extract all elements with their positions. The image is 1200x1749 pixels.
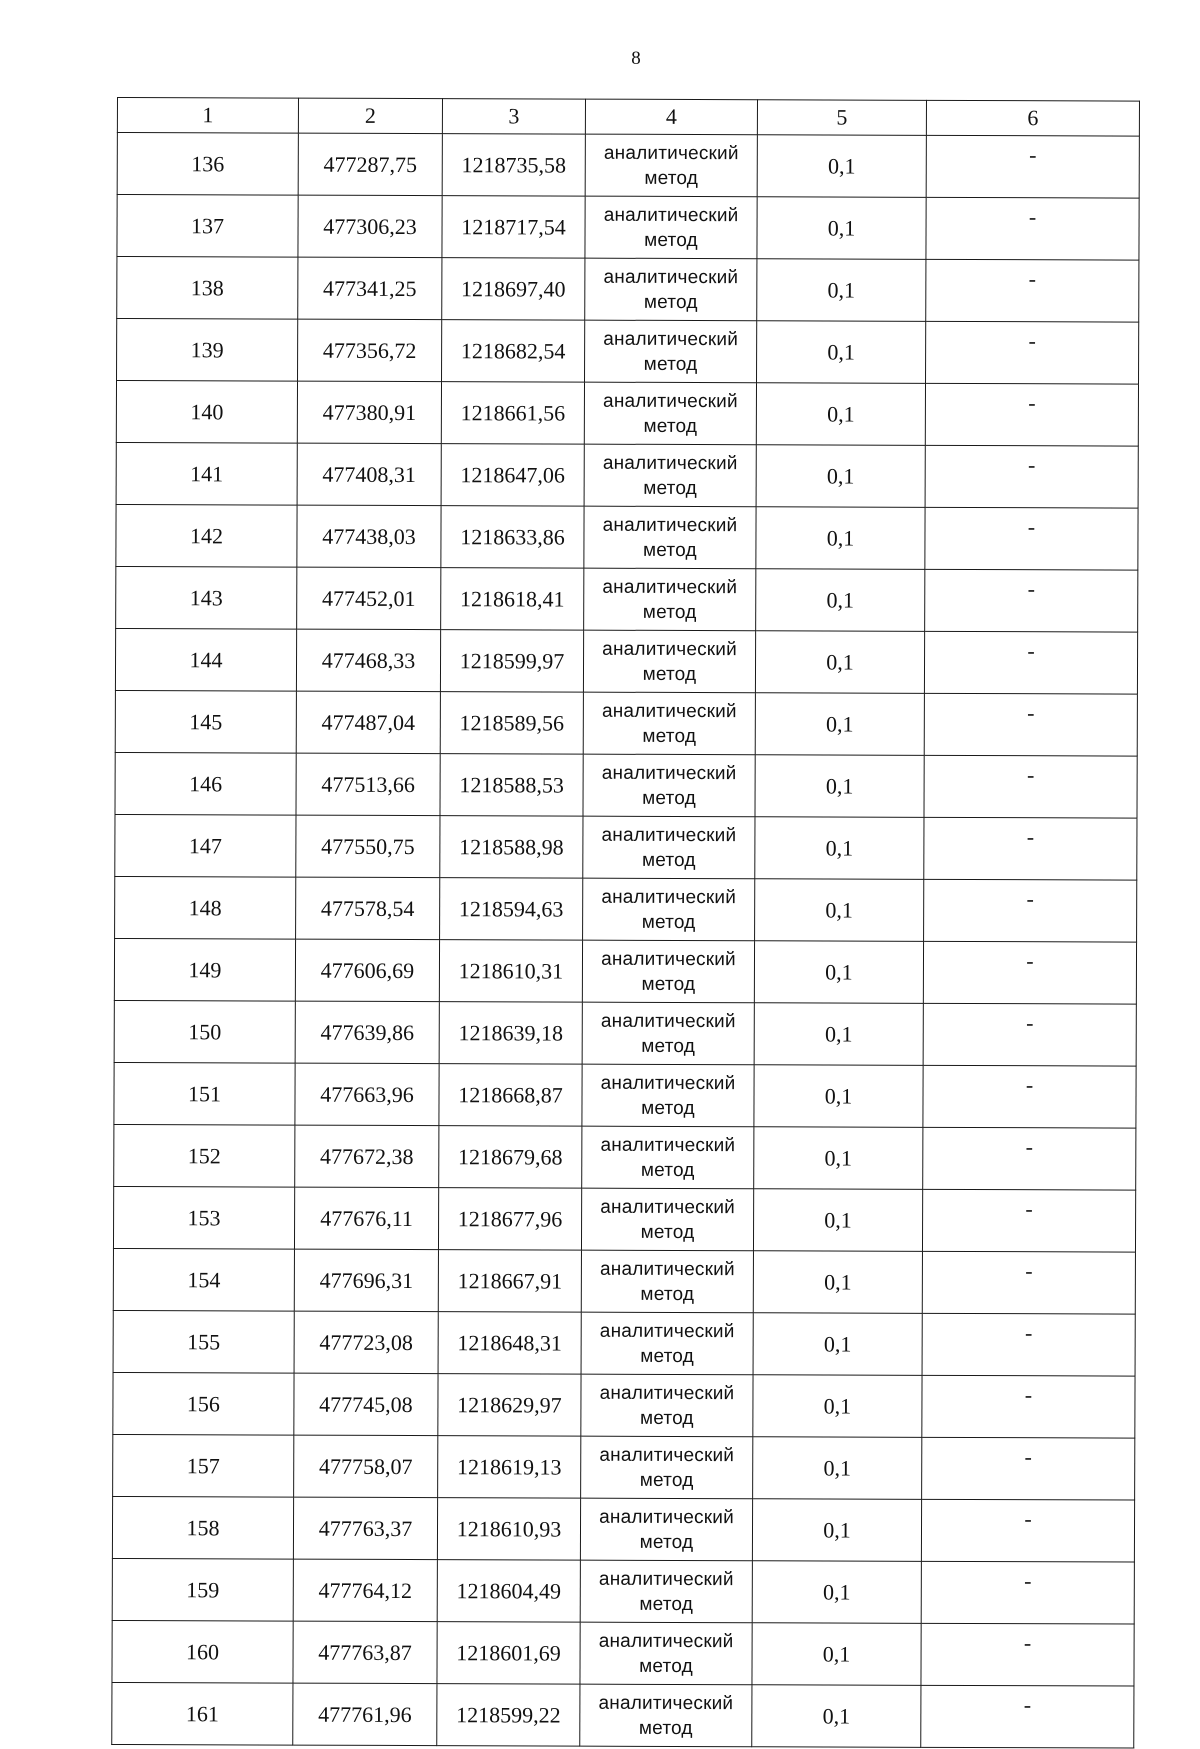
accuracy-cell: 0,1 [757, 135, 926, 198]
y-coordinate-cell: 1218599,97 [440, 630, 583, 692]
column-header-5: 5 [757, 100, 926, 136]
table-row [113, 1434, 1135, 1500]
accuracy-cell: 0,1 [754, 1127, 923, 1190]
y-coordinate-cell: 1218647,06 [441, 444, 584, 506]
method-cell: аналитический метод [581, 1250, 753, 1313]
method-cell: аналитический метод [583, 816, 755, 879]
method-cell: аналитический метод [584, 382, 756, 445]
accuracy-cell: 0,1 [756, 569, 925, 632]
x-coordinate-cell: 477763,37 [293, 1497, 437, 1560]
method-cell: аналитический метод [583, 630, 755, 693]
table-row [112, 1496, 1134, 1562]
accuracy-cell: 0,1 [757, 197, 926, 260]
note-cell: - [926, 321, 1139, 384]
y-coordinate-cell: 1218601,69 [437, 1622, 580, 1684]
accuracy-cell: 0,1 [755, 817, 924, 880]
x-coordinate-cell: 477672,38 [295, 1125, 439, 1188]
x-coordinate-cell: 477550,75 [296, 815, 440, 878]
table-row [113, 1186, 1135, 1252]
point-number-cell: 140 [116, 381, 297, 444]
method-cell: аналитический метод [581, 1188, 753, 1251]
method-cell: аналитический метод [582, 940, 754, 1003]
y-coordinate-cell: 1218648,31 [438, 1312, 581, 1374]
table-row [117, 319, 1139, 385]
table-row [114, 938, 1136, 1004]
table-row [116, 442, 1138, 508]
accuracy-cell: 0,1 [755, 755, 924, 818]
note-cell: - [925, 569, 1138, 632]
note-cell: - [924, 879, 1137, 942]
accuracy-cell: 0,1 [752, 1561, 921, 1624]
x-coordinate-cell: 477723,08 [294, 1311, 438, 1374]
method-cell: аналитический метод [580, 1560, 752, 1623]
y-coordinate-cell: 1218682,54 [442, 320, 585, 382]
note-cell: - [926, 259, 1139, 322]
note-cell: - [921, 1561, 1134, 1624]
table-row [115, 628, 1137, 694]
accuracy-cell: 0,1 [753, 1189, 922, 1252]
x-coordinate-cell: 477745,08 [294, 1373, 438, 1436]
point-number-cell: 144 [115, 628, 296, 691]
method-cell: аналитический метод [581, 1436, 753, 1499]
method-cell: аналитический метод [580, 1684, 752, 1747]
point-number-cell: 160 [112, 1620, 293, 1683]
point-number-cell: 161 [112, 1682, 293, 1745]
y-coordinate-cell: 1218717,54 [442, 196, 585, 258]
table-row [117, 257, 1139, 323]
y-coordinate-cell: 1218594,63 [440, 878, 583, 940]
point-number-cell: 158 [112, 1496, 293, 1559]
column-header-6: 6 [926, 100, 1139, 136]
method-cell: аналитический метод [584, 444, 756, 507]
note-cell: - [921, 1623, 1134, 1686]
x-coordinate-cell: 477758,07 [294, 1435, 438, 1498]
note-cell: - [922, 1251, 1135, 1314]
table-row [115, 814, 1137, 880]
x-coordinate-cell: 477487,04 [296, 691, 440, 754]
y-coordinate-cell: 1218619,13 [438, 1436, 581, 1498]
note-cell: - [922, 1375, 1135, 1438]
point-number-cell: 155 [113, 1310, 294, 1373]
accuracy-cell: 0,1 [755, 631, 924, 694]
page-number: 8 [631, 48, 641, 69]
x-coordinate-cell: 477468,33 [296, 629, 440, 692]
note-cell: - [924, 693, 1137, 756]
table-row [116, 381, 1138, 447]
point-number-cell: 139 [117, 319, 298, 382]
point-number-cell: 149 [114, 938, 295, 1001]
y-coordinate-cell: 1218610,93 [437, 1498, 580, 1560]
point-number-cell: 154 [113, 1248, 294, 1311]
x-coordinate-cell: 477639,86 [295, 1001, 439, 1064]
x-coordinate-cell: 477763,87 [293, 1621, 437, 1684]
accuracy-cell: 0,1 [757, 321, 926, 384]
note-cell: - [922, 1313, 1135, 1376]
y-coordinate-cell: 1218604,49 [437, 1560, 580, 1622]
method-cell: аналитический метод [585, 258, 757, 321]
x-coordinate-cell: 477306,23 [298, 195, 442, 258]
y-coordinate-cell: 1218633,86 [441, 506, 584, 568]
note-cell: - [921, 1499, 1134, 1562]
column-header-3: 3 [442, 99, 585, 134]
point-number-cell: 157 [113, 1434, 294, 1497]
column-header-1: 1 [117, 98, 298, 134]
note-cell: - [923, 1127, 1136, 1190]
point-number-cell: 150 [114, 1000, 295, 1063]
x-coordinate-cell: 477408,31 [297, 443, 441, 506]
x-coordinate-cell: 477696,31 [294, 1249, 438, 1312]
method-cell: аналитический метод [584, 568, 756, 631]
accuracy-cell: 0,1 [756, 445, 925, 508]
table-row [112, 1682, 1134, 1748]
point-number-cell: 148 [115, 876, 296, 939]
x-coordinate-cell: 477438,03 [297, 505, 441, 568]
method-cell: аналитический метод [582, 1064, 754, 1127]
note-cell: - [923, 1003, 1136, 1066]
column-header-2: 2 [298, 98, 442, 134]
x-coordinate-cell: 477452,01 [297, 567, 441, 630]
column-header-4: 4 [585, 99, 757, 135]
note-cell: - [925, 507, 1138, 570]
table-row [115, 690, 1137, 756]
note-cell: - [924, 631, 1137, 694]
point-number-cell: 152 [114, 1124, 295, 1187]
point-number-cell: 147 [115, 814, 296, 877]
note-cell: - [925, 383, 1138, 446]
point-number-cell: 145 [115, 690, 296, 753]
accuracy-cell: 0,1 [752, 1623, 921, 1686]
method-cell: аналитический метод [585, 134, 757, 197]
accuracy-cell: 0,1 [753, 1437, 922, 1500]
accuracy-cell: 0,1 [755, 879, 924, 942]
accuracy-cell: 0,1 [756, 383, 925, 446]
point-number-cell: 138 [117, 257, 298, 320]
y-coordinate-cell: 1218735,58 [442, 134, 585, 196]
point-number-cell: 146 [115, 752, 296, 815]
point-number-cell: 156 [113, 1372, 294, 1435]
method-cell: аналитический метод [585, 196, 757, 259]
y-coordinate-cell: 1218588,98 [440, 816, 583, 878]
table-body [112, 133, 1140, 1749]
point-number-cell: 136 [117, 133, 298, 196]
note-cell: - [923, 1065, 1136, 1128]
accuracy-cell: 0,1 [753, 1313, 922, 1376]
method-cell: аналитический метод [580, 1622, 752, 1685]
point-number-cell: 141 [116, 442, 297, 505]
note-cell: - [926, 197, 1139, 260]
y-coordinate-cell: 1218679,68 [439, 1126, 582, 1188]
y-coordinate-cell: 1218667,91 [438, 1250, 581, 1312]
accuracy-cell: 0,1 [753, 1375, 922, 1438]
accuracy-cell: 0,1 [754, 941, 923, 1004]
table-row [113, 1372, 1135, 1438]
accuracy-cell: 0,1 [754, 1065, 923, 1128]
table-row [114, 1000, 1136, 1066]
table-row [112, 1620, 1134, 1686]
y-coordinate-cell: 1218618,41 [441, 568, 584, 630]
y-coordinate-cell: 1218661,56 [441, 382, 584, 444]
x-coordinate-cell: 477380,91 [297, 381, 441, 444]
note-cell: - [923, 941, 1136, 1004]
y-coordinate-cell: 1218599,22 [437, 1684, 580, 1746]
y-coordinate-cell: 1218589,56 [440, 692, 583, 754]
accuracy-cell: 0,1 [754, 1003, 923, 1066]
note-cell: - [922, 1189, 1135, 1252]
x-coordinate-cell: 477764,12 [293, 1559, 437, 1622]
accuracy-cell: 0,1 [756, 507, 925, 570]
y-coordinate-cell: 1218629,97 [438, 1374, 581, 1436]
method-cell: аналитический метод [581, 1312, 753, 1375]
method-cell: аналитический метод [581, 1374, 753, 1437]
note-cell: - [925, 445, 1138, 508]
method-cell: аналитический метод [584, 506, 756, 569]
x-coordinate-cell: 477761,96 [293, 1683, 437, 1746]
method-cell: аналитический метод [582, 1126, 754, 1189]
y-coordinate-cell: 1218588,53 [440, 754, 583, 816]
x-coordinate-cell: 477513,66 [296, 753, 440, 816]
point-number-cell: 151 [114, 1062, 295, 1125]
table-row [112, 1558, 1134, 1624]
table-row [115, 752, 1137, 818]
accuracy-cell: 0,1 [755, 693, 924, 756]
method-cell: аналитический метод [580, 1498, 752, 1561]
accuracy-cell: 0,1 [757, 259, 926, 322]
point-number-cell: 142 [116, 504, 297, 567]
method-cell: аналитический метод [583, 878, 755, 941]
table-row [115, 876, 1137, 942]
x-coordinate-cell: 477356,72 [298, 319, 442, 382]
x-coordinate-cell: 477676,11 [294, 1187, 438, 1250]
table-header-row [117, 98, 1139, 137]
table-row [113, 1310, 1135, 1376]
y-coordinate-cell: 1218639,18 [439, 1002, 582, 1064]
point-number-cell: 153 [113, 1186, 294, 1249]
note-cell: - [921, 1685, 1134, 1748]
note-cell: - [922, 1437, 1135, 1500]
y-coordinate-cell: 1218677,96 [438, 1188, 581, 1250]
accuracy-cell: 0,1 [752, 1499, 921, 1562]
method-cell: аналитический метод [583, 754, 755, 817]
note-cell: - [926, 135, 1139, 198]
accuracy-cell: 0,1 [752, 1685, 921, 1748]
x-coordinate-cell: 477606,69 [295, 939, 439, 1002]
y-coordinate-cell: 1218697,40 [442, 258, 585, 320]
note-cell: - [924, 817, 1137, 880]
table-row [116, 566, 1138, 632]
table-row [117, 195, 1139, 261]
x-coordinate-cell: 477287,75 [298, 133, 442, 196]
coordinates-table [111, 97, 1140, 1749]
y-coordinate-cell: 1218668,87 [439, 1064, 582, 1126]
point-number-cell: 137 [117, 195, 298, 258]
method-cell: аналитический метод [585, 320, 757, 383]
point-number-cell: 159 [112, 1558, 293, 1621]
x-coordinate-cell: 477663,96 [295, 1063, 439, 1126]
table-row [117, 133, 1139, 199]
table-row [116, 504, 1138, 570]
y-coordinate-cell: 1218610,31 [439, 940, 582, 1002]
note-cell: - [924, 755, 1137, 818]
table-row [113, 1248, 1135, 1314]
method-cell: аналитический метод [582, 1002, 754, 1065]
x-coordinate-cell: 477578,54 [296, 877, 440, 940]
x-coordinate-cell: 477341,25 [298, 257, 442, 320]
point-number-cell: 143 [116, 566, 297, 629]
table-row [114, 1062, 1136, 1128]
method-cell: аналитический метод [583, 692, 755, 755]
accuracy-cell: 0,1 [753, 1251, 922, 1314]
table-row [114, 1124, 1136, 1190]
